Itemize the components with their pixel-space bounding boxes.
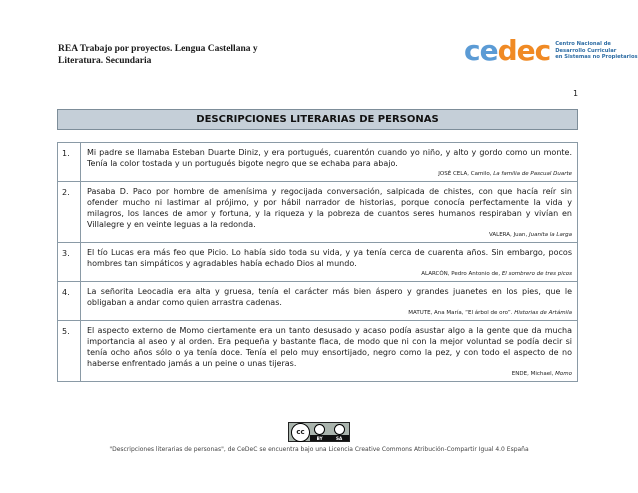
license-footer: "Descripciones literarias de personas", de CeDeC se encuentra bajo una Licencia Creative Commons Atribución-Compartir Igual 4.0 España: [109, 446, 529, 453]
entry-author: VALERA, Juan,: [488, 232, 528, 238]
entry-cell: [81, 243, 578, 282]
logo-subtitle-line: Centro Nacional de: [555, 41, 611, 48]
share-alike-icon: [334, 424, 345, 435]
entry-text: El tío Lucas era más feo que Picio. Lo había sido toda su vida, y ya tenía cerca de cuarenta años. Sin embargo, pocos hombres tan simpáticos y agradables había echado Dios al mundo.: [87, 248, 572, 268]
cc-license-badge[interactable]: [288, 422, 350, 442]
entry-attribution: [87, 170, 572, 178]
entry-cell: [81, 182, 578, 243]
entry-work: El sombrero de tres picos: [501, 271, 572, 277]
entry-text: La señorita Leocadia era alta y gruesa, tenía el carácter más bien áspero y grandes juanetes en los pies, que le obligaban a andar como quien arrastra cadenas.: [87, 287, 572, 307]
entry-number: 1.: [58, 143, 81, 182]
logo-subtitle: [555, 41, 637, 61]
entry-attribution: [87, 270, 572, 278]
table-row: [58, 321, 578, 382]
document-header-title: REA Trabajo por proyectos. Lengua Castellana y Literatura. Secundaria: [58, 44, 258, 66]
entry-attribution: [87, 370, 572, 378]
entry-author: ENDE, Michael,: [511, 371, 554, 377]
entry-cell: [81, 143, 578, 182]
entry-author: ALARCÓN, Pedro Antonio de,: [421, 271, 501, 277]
entry-number: 5.: [58, 321, 81, 382]
entry-text: Pasaba D. Paco por hombre de amenísima y regocijada conversación, salpicada de chistes, con que hacía reír sin ofender mucho ni lastimar al prójimo, y por hábil narrador de historias, porque conocía perfectamente la vida y milagros, los lances de amor y fortuna, y la riqueza y la pobreza de cuantos seres humanos respiraban y vivían en Villalegre y en veinte leguas a la redonda.: [87, 187, 572, 229]
entry-work: Juanita la Larga: [529, 232, 572, 238]
descriptions-table: [57, 142, 578, 382]
entry-work: Momo: [555, 371, 572, 377]
entry-text: Mi padre se llamaba Esteban Duarte Diniz, y era portugués, cuarentón cuando yo niño, y alto y gordo como un monte. Tenía la color tostada y un portugués bigote negro que se echaba para abajo.: [87, 148, 572, 168]
logo-subtitle-line: en Sistemas no Propietarios: [555, 54, 638, 61]
entry-number: 4.: [58, 282, 81, 321]
cc-label-by: BY: [316, 435, 323, 441]
logo-subtitle-line: Desarrollo Curricular: [555, 47, 617, 54]
entry-text: El aspecto externo de Momo ciertamente era un tanto desusado y acaso podía asustar algo a la gente que da mucha importancia al aseo y al orden. Era pequeña y bastante flaca, de modo que ni con la mejor voluntad se podía decir si tenía ocho años sólo o ya tenía doce. Tenía el pelo muy ensortijado, negro como la pez, y con todo el aspecto de no haberse enfrentado jamás a un peine o unas tijeras.: [87, 326, 572, 368]
page-number: 1: [573, 89, 579, 98]
entry-attribution: [87, 231, 572, 239]
logo-text-1: ce: [464, 34, 498, 67]
entry-attribution: [87, 309, 572, 317]
cc-labels-row: [310, 435, 349, 441]
entry-author: MATUTE, Ana María, “El árbol de oro”.: [408, 310, 513, 316]
entry-work: La familia de Pascual Duarte: [493, 171, 572, 177]
entry-author: JOSÉ CELA, Camilo,: [438, 171, 492, 177]
logo-text-2: dec: [497, 34, 551, 67]
attribution-icon: [314, 424, 325, 435]
entry-work: Historias de Artámila: [514, 310, 572, 316]
table-row: [58, 143, 578, 182]
table-row: [58, 282, 578, 321]
cc-icons-row: [310, 423, 349, 435]
entry-number: 2.: [58, 182, 81, 243]
table-row: [58, 182, 578, 243]
cc-icon: cc: [291, 423, 310, 442]
entry-cell: [81, 321, 578, 382]
cc-badge-right: [310, 423, 349, 441]
table-row: [58, 243, 578, 282]
document-title: DESCRIPCIONES LITERARIAS DE PERSONAS: [57, 109, 578, 130]
cedec-logo: [464, 34, 638, 67]
cc-label-sa: SA: [336, 435, 343, 441]
logo-wordmark: [464, 34, 551, 67]
entry-number: 3.: [58, 243, 81, 282]
entry-cell: [81, 282, 578, 321]
